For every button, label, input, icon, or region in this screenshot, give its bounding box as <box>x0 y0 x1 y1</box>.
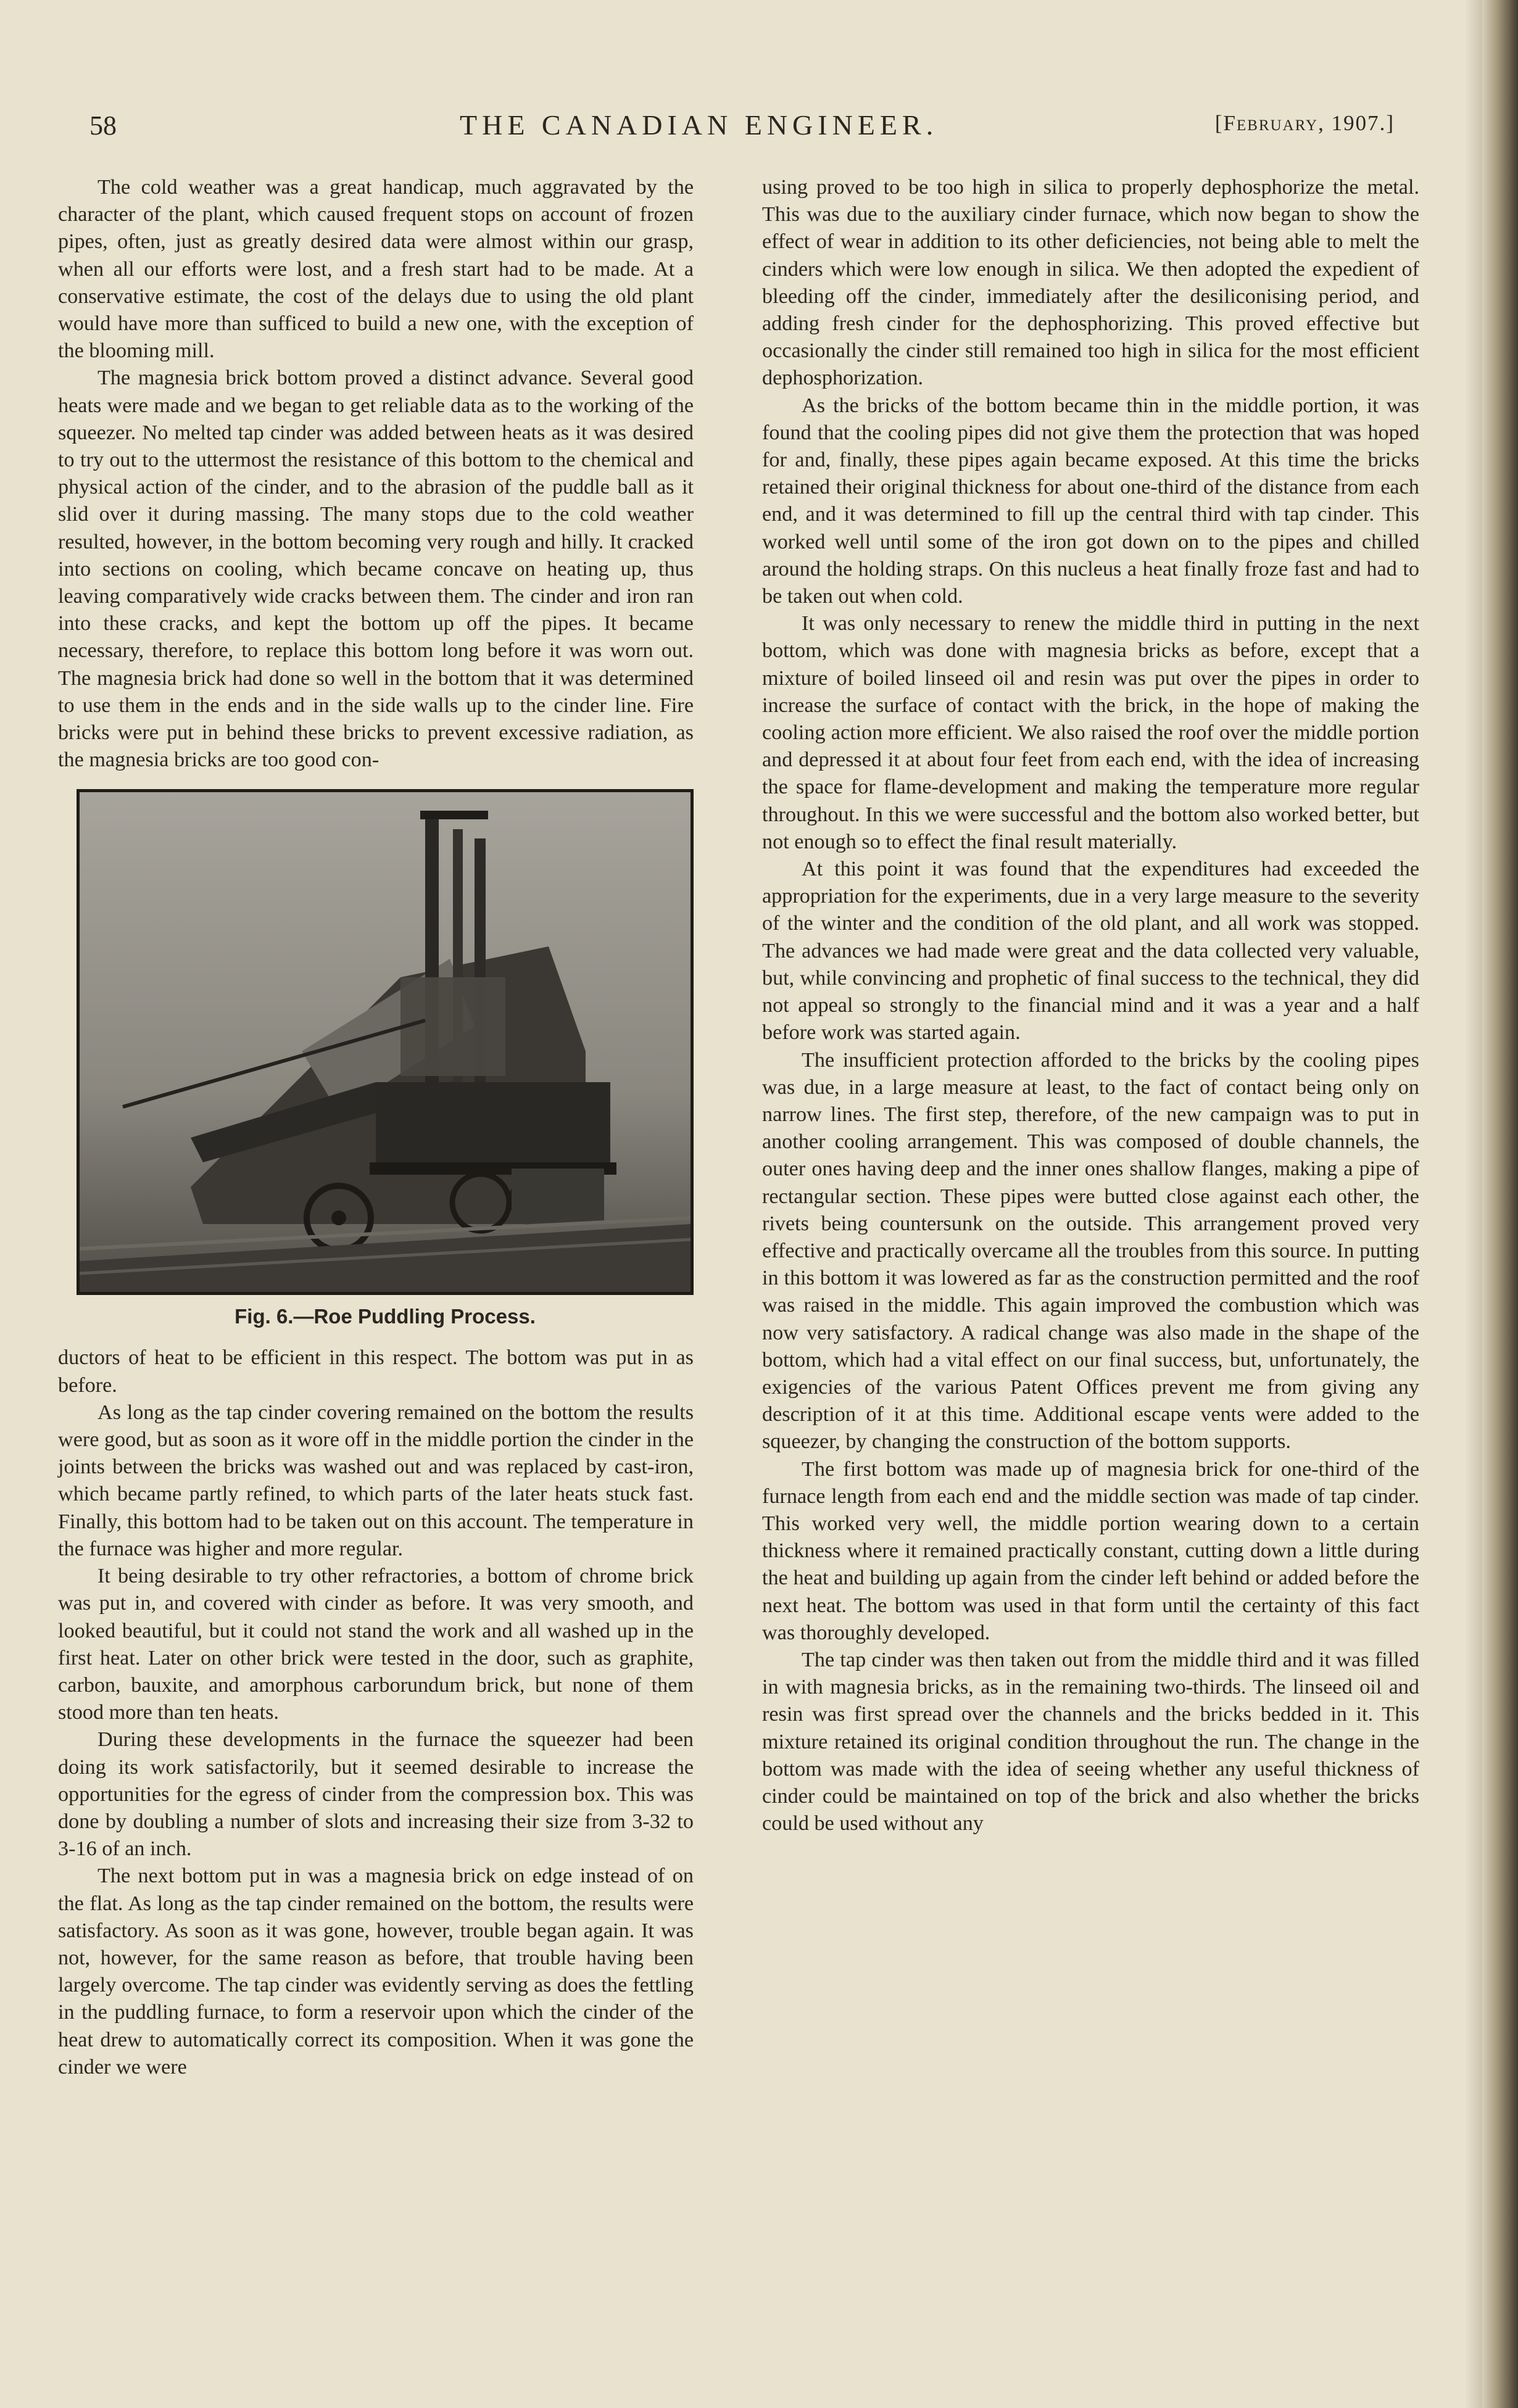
paragraph: The magnesia brick bottom proved a distinct advance. Several good heats were made and we began to get reliable data as to the working of the squeezer. No melted tap cinder was added between heats as it was desired to try out to the uttermost the resistance of this bottom to the chemical and physical action of the cinder, and to the abrasion of the puddle ball as it slid over it during massing. The many stops due to the cold weather resulted, however, in the bottom becoming very rough and hilly. It cracked into sections on cooling, which became concave on heating up, thus leaving comparatively wide cracks between them. The cinder and iron ran into these cracks, and kept the bottom up off the pipes. It became necessary, therefore, to replace this bottom long before it was worn out. The magnesia brick had done so well in the bottom that it was determined to use them in the ends and in the side walls up to the cinder line. Fire bricks were put in behind these bricks to prevent excessive radiation, as the magnesia bricks are too good con- <box>58 366 694 772</box>
page-header <box>89 104 1395 153</box>
machine-photo <box>77 789 694 1295</box>
paragraph: The insufficient protection afforded to the bricks by the cooling pipes was due, in a large measure at least, to the fact of contact being only on narrow lines. The first step, therefore, of the new campaign was to put in another cooling arrangement. This was composed of double channels, the outer ones having deep and the inner ones shallow flanges, making a pipe of rectangular section. These pipes were butted close against each other, the rivets being countersunk on the outside. This arrangement proved very effective and practically overcame all the troubles from this source. In putting in this bottom it was lowered as far as the construction permitted and the roof was raised in the middle. This again improved the combustion which was now very satisfactory. A radical change was also made in the shape of the bottom, which had a vital effect on our final success, but, unfortunately, the exigencies of the various Patent Offices prevent me from giving any description of it at this time. Additional escape vents were added to the squeezer, by changing the construction of the bottom supports. <box>762 1048 1419 1454</box>
journal-title: THE CANADIAN ENGINEER. <box>460 109 939 141</box>
right-column <box>762 174 1419 1837</box>
paragraph: using proved to be too high in silica to properly dephosphorize the metal. This was due to the auxiliary cinder furnace, which now began to show the effect of wear in addition to its other deficiencies, not being able to melt the cinders which were low enough in silica. We then adopted the expedient of bleeding off the cinder, immediately after the desiliconising period, and adding fresh cinder for the dephosphorizing. This proved effective but occasionally the cinder still remained too high in silica for the most efficient dephosphorization. <box>762 176 1419 390</box>
paragraph: The cold weather was a great handicap, much aggravated by the character of the plant, which caused frequent stops on account of frozen pipes, often, just as greatly desired data were almost within our grasp, when all our efforts were lost, and a fresh start had to be made. At a conservative estimate, the cost of the delays due to using the old plant would have more than sufficed to build a new one, with the exception of the blooming mill. <box>58 176 694 363</box>
paragraph: The tap cinder was then taken out from the middle third and it was filled in with magnesia bricks, as in the remaining two-thirds. The linseed oil and resin was first spread over the channels and the bricks bedded in it. This mixture retained its original condition throughout the run. The change in the bottom was made with the idea of seeing whether any useful thickness of cinder could be maintained on top of the brick and also whether the bricks could be used without any <box>762 1648 1419 1835</box>
paragraph: The first bottom was made up of magnesia brick for one-third of the furnace length from each end and the middle section was made of tap cinder. This worked very well, the middle portion wearing down to a certain thickness where it remained practically constant, cutting down a little during the heat and building up again from the cinder left behind or added before the next heat. The bottom was used in that form until the certainty of this fact was thoroughly developed. <box>762 1457 1419 1644</box>
paragraph: The next bottom put in was a magnesia brick on edge instead of on the flat. As long as the tap cinder remained on the bottom, the results were satisfactory. As soon as it was gone, however, trouble began again. It was not, however, for the same reason as before, that trouble having been largely overcome. The tap cinder was evidently serving as does the fettling in the puddling furnace, to form a reservoir upon which the cinder of the heat drew to automatically correct its composition. When it was gone the cinder we were <box>58 1864 694 2079</box>
issue-date: [February, 1907.] <box>1214 111 1395 135</box>
page-edge <box>1482 0 1518 2408</box>
paragraph: ductors of heat to be efficient in this respect. The bottom was put in as before. <box>58 1346 694 1397</box>
paragraph: As long as the tap cinder covering remained on the bottom the results were good, but as soon as it wore off in the middle portion the cinder in the joints between the bricks was washed out and was replaced by cast-iron, which became partly refined, to which parts of the later heats stuck fast. Finally, this bottom had to be taken out on this account. The temperature in the furnace was higher and more regular. <box>58 1401 694 1560</box>
page-number: 58 <box>89 110 117 141</box>
figure <box>77 789 694 1328</box>
paragraph: At this point it was found that the expenditures had exceeded the appropriation for the experiments, due in a very large measure to the severity of the winter and the condition of the old plant, and all work was stopped. The advances we had made were great and the data collected very valuable, but, while convincing and prophetic of final success to the technical, they did not appeal so strongly to the financial mind and it was a year and a half before work was started again. <box>762 858 1419 1045</box>
paragraph: It being desirable to try other refractories, a bottom of chrome brick was put in, and covered with cinder as before. It was very smooth, and looked beautiful, but it could not stand the work and all washed up in the first heat. Later on other brick were tested in the door, such as graphite, carbon, bauxite, and amorphous carborundum brick, but none of them stood more than ten heats. <box>58 1565 694 1724</box>
paragraph: As the bricks of the bottom became thin in the middle portion, it was found that the cooling pipes did not give them the protection that was hoped for and, finally, these pipes again became exposed. At this time the bricks retained their original thickness for about one-third of the distance from each end, and it was determined to fill up the central third with tap cinder. This worked well until some of the iron got down on to the pipes and chilled around the holding straps. On this nucleus a heat finally froze fast and had to be taken out when cold. <box>762 394 1419 608</box>
left-column <box>58 174 694 2081</box>
page-fold-shadow <box>1465 0 1482 2408</box>
machine-illustration <box>80 792 691 1292</box>
paragraph: During these developments in the furnace the squeezer had been doing its work satisfactorily, but it seemed desirable to increase the opportunities for the egress of cinder from the compression box. This was done by doubling a number of slots and increasing their size from 3-32 to 3-16 of an inch. <box>58 1728 694 1861</box>
figure-caption: Fig. 6.—Roe Puddling Process. <box>234 1305 536 1328</box>
paragraph: It was only necessary to renew the middle third in putting in the next bottom, which was done with magnesia bricks as before, except that a mixture of boiled linseed oil and resin was put over the pipes in order to increase the surface of contact with the brick, in the hope of making the cooling action more efficient. We also raised the roof over the middle portion and depressed it at about four feet from each end, with the idea of increasing the space for flame-development and making the temperature more regular throughout. In this we were successful and the bottom also worked better, but not enough so to effect the final result materially. <box>762 612 1419 853</box>
